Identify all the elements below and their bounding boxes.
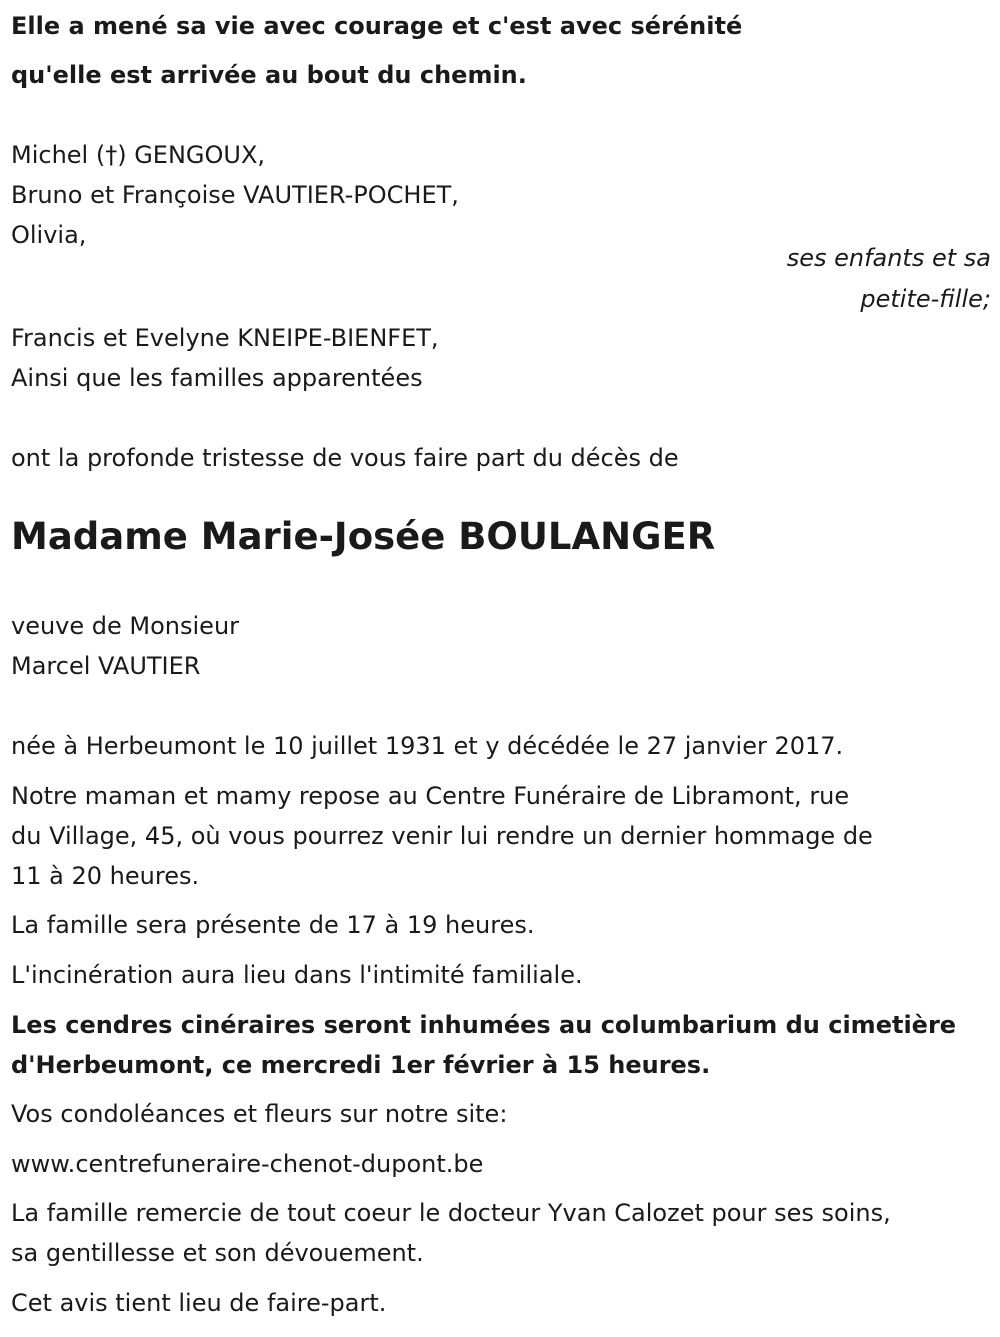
condolences-text: Vos condoléances et fleurs sur notre site: (11, 1100, 508, 1128)
thanks-line: La famille remercie de tout coeur le docteur Yvan Calozet pour ses soins, (11, 1199, 891, 1227)
rest-location-line: Notre maman et mamy repose au Centre Funéraire de Libramont, rue (11, 782, 850, 810)
relative-name: Francis et Evelyne KNEIPE-BIENFET, (11, 324, 439, 352)
website-link[interactable]: www.centrefuneraire-chenot-dupont.be (11, 1150, 484, 1178)
thanks-line: sa gentillesse et son dévouement. (11, 1239, 424, 1267)
relative-name: Ainsi que les familles apparentées (11, 364, 423, 392)
family-present-text: La famille sera présente de 17 à 19 heures. (11, 911, 535, 939)
rest-location-line: du Village, 45, où vous pourrez venir lui rendre un dernier hommage de (11, 822, 873, 850)
child-name: Bruno et Françoise VAUTIER-POCHET, (11, 181, 459, 209)
rest-location-line: 11 à 20 heures. (11, 862, 200, 890)
widow-line-1: veuve de Monsieur (11, 612, 240, 640)
child-name: Olivia, (11, 221, 87, 249)
children-role-line-1: ses enfants et sa (786, 244, 991, 272)
birth-death-text: née à Herbeumont le 10 juillet 1931 et y décédée le 27 janvier 2017. (11, 732, 844, 760)
widow-line-2: Marcel VAUTIER (11, 652, 201, 680)
incineration-text: L'incinération aura lieu dans l'intimité familiale. (11, 961, 583, 989)
ashes-line: Les cendres cinéraires seront inhumées au columbarium du cimetière (11, 1011, 957, 1039)
deceased-name: Madame Marie-Josée BOULANGER (11, 515, 716, 558)
children-role-line-2: petite-fille; (860, 285, 991, 313)
closing-text: Cet avis tient lieu de faire-part. (11, 1289, 387, 1317)
intro-line-1: Elle a mené sa vie avec courage et c'est avec sérénité (11, 12, 743, 40)
ashes-line: d'Herbeumont, ce mercredi 1er février à 15 heures. (11, 1051, 711, 1079)
intro-line-2: qu'elle est arrivée au bout du chemin. (11, 61, 527, 89)
child-name: Michel (†) GENGOUX, (11, 141, 266, 169)
announcement-text: ont la profonde tristesse de vous faire part du décès de (11, 444, 679, 472)
